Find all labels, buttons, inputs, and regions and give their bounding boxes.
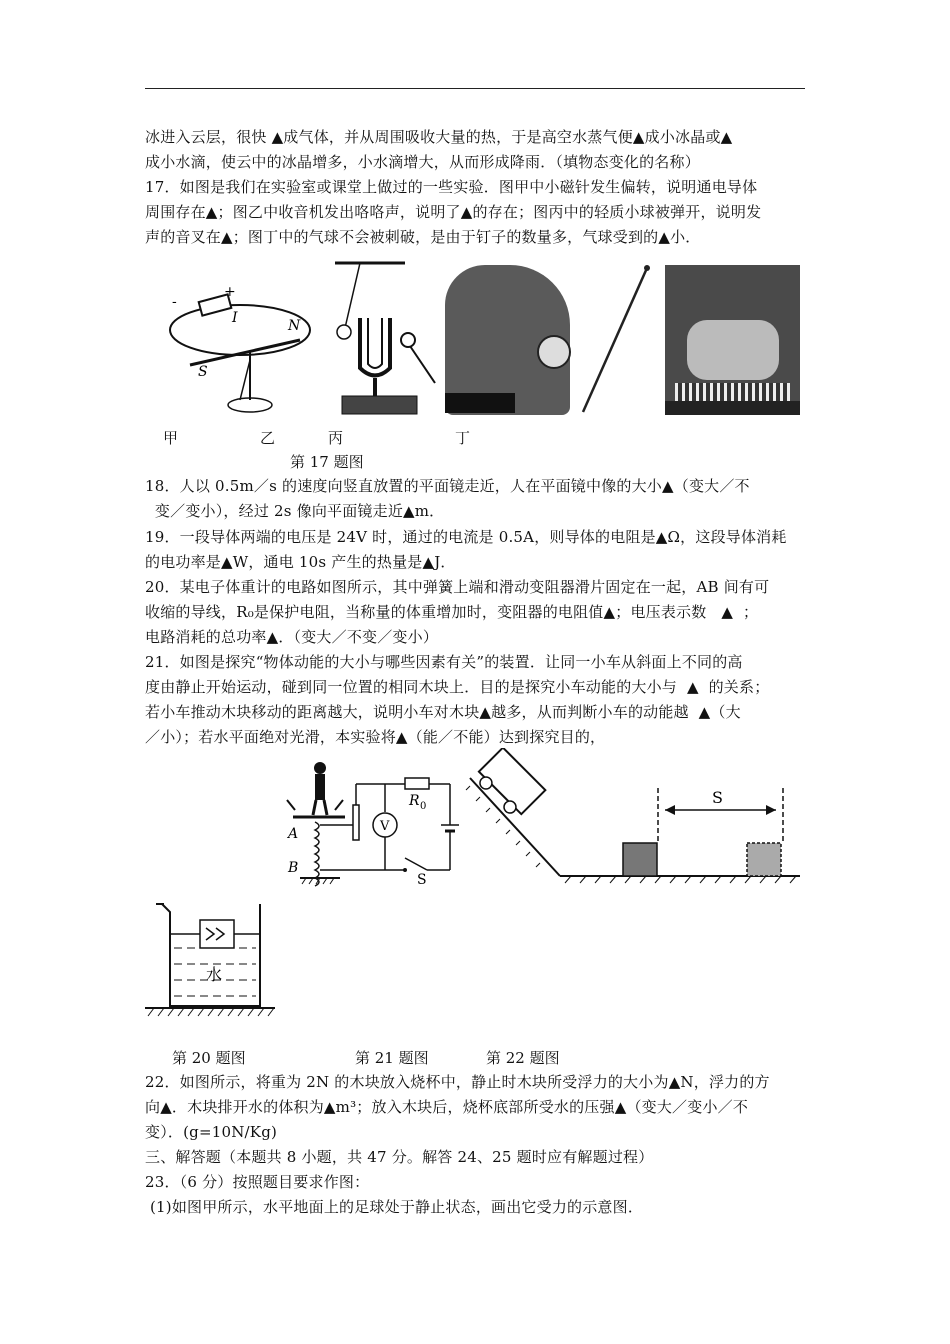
north-label: N	[288, 318, 301, 334]
text-line: 变／变小），经过 2s 像向平面镜走近▲m．	[145, 502, 445, 520]
plus-label: +	[224, 284, 236, 300]
water-label: 水	[206, 965, 223, 984]
fig21-caption: 第 21 题图	[355, 1049, 429, 1067]
r0-label: R	[409, 793, 420, 809]
text-line: 18．人以 0.5m／s 的速度向竖直放置的平面镜走近，人在平面镜中像的大小▲（变大／不	[145, 477, 750, 495]
fig21-incline-apparatus	[465, 748, 810, 888]
text-line: 17．如图是我们在实验室或课堂上做过的一些实验．图甲中小磁针发生偏转，说明通电导体	[145, 178, 758, 196]
fig17-jia-magnetic-needle	[160, 280, 320, 420]
text-line: 变）．(g=10N/Kg)	[145, 1123, 278, 1141]
label-yi: 乙	[260, 429, 276, 447]
header-rule	[145, 88, 805, 89]
text-line: 21．如图是探究“物体动能的大小与哪些因素有关”的装置．让同一小车从斜面上不同的高	[145, 653, 743, 671]
switch-label: S	[417, 872, 427, 888]
b-label: B	[288, 860, 299, 876]
fig20-scale-circuit	[285, 760, 475, 890]
fig17-bing-tuning-fork	[330, 258, 440, 418]
south-label: S	[198, 364, 208, 380]
text-line: 20．某电子体重计的电路如图所示，其中弹簧上端和滑动变阻器滑片固定在一起，AB 间有可	[145, 578, 770, 596]
distance-label: S	[712, 788, 723, 807]
fig20-caption: 第 20 题图	[172, 1049, 246, 1067]
text-line: 冰进入云层，很快 ▲成气体，并从周围吸收大量的热，于是高空水蒸气便▲成小冰晶或▲	[145, 128, 733, 146]
text-line: 声的音叉在▲；图丁中的气球不会被刺破，是由于钉子的数量多，气球受到的▲小．	[145, 228, 701, 246]
text-line: ／小）；若水平面绝对光滑，本实验将▲（能／不能）达到探究目的，	[145, 728, 606, 746]
r0-subscript: 0	[420, 801, 427, 812]
text-line: 度由静止开始运动，碰到同一位置的相同木块上．目的是探究小车动能的大小与 ▲ 的关系；	[145, 678, 770, 696]
text-line: 22．如图所示，将重为 2N 的木块放入烧杯中，静止时木块所受浮力的大小为▲N，浮力的方	[145, 1073, 770, 1091]
fig17-yi-radio-photo	[445, 265, 570, 415]
text-line: 收缩的导线，R₀是保护电阻，当称量的体重增加时，变阻器的电阻值▲；电压表示数 ▲ ；	[145, 603, 759, 621]
label-bing: 丙	[328, 429, 344, 447]
fig17-antenna-wire	[575, 262, 655, 422]
text-line: 向▲．木块排开水的体积为▲m³；放入木块后，烧杯底部所受水的压强▲（变大／变小／不	[145, 1098, 749, 1116]
current-label: I	[232, 310, 238, 326]
voltmeter-label: V	[380, 819, 390, 834]
text-line: 周围存在▲；图乙中收音机发出咯咯声，说明了▲的存在；图丙中的轻质小球被弹开，说明发	[145, 203, 762, 221]
text-line: 的电功率是▲W，通电 10s 产生的热量是▲J．	[145, 553, 456, 571]
fig17-ding-balloon-photo	[665, 265, 800, 415]
fig22-beaker	[140, 898, 280, 1023]
text-line: (1)如图甲所示，水平地面上的足球处于静止状态，画出它受力的示意图．	[145, 1198, 644, 1216]
text-line: 电路消耗的总功率▲．（变大／不变／变小）	[145, 628, 439, 646]
minus-label: -	[172, 294, 177, 310]
section-heading: 三、解答题（本题共 8 小题，共 47 分。解答 24、25 题时应有解题过程）	[145, 1148, 654, 1166]
fig22-caption: 第 22 题图	[486, 1049, 560, 1067]
text-line: 若小车推动木块移动的距离越大，说明小车对木块▲越多，从而判断小车的动能越 ▲（大	[145, 703, 741, 721]
label-jia: 甲	[163, 429, 179, 447]
text-line: 成小水滴，使云中的冰晶增多，小水滴增大，从而形成降雨．（填物态变化的名称）	[145, 153, 700, 171]
label-ding: 丁	[455, 429, 471, 447]
text-line: 19．一段导体两端的电压是 24V 时，通过的电流是 0.5A，则导体的电阻是▲Ω，这段导体消耗	[145, 528, 787, 546]
fig17-caption: 第 17 题图	[290, 453, 364, 471]
text-line: 23．（6 分）按照题目要求作图：	[145, 1173, 370, 1191]
a-label: A	[288, 826, 299, 842]
